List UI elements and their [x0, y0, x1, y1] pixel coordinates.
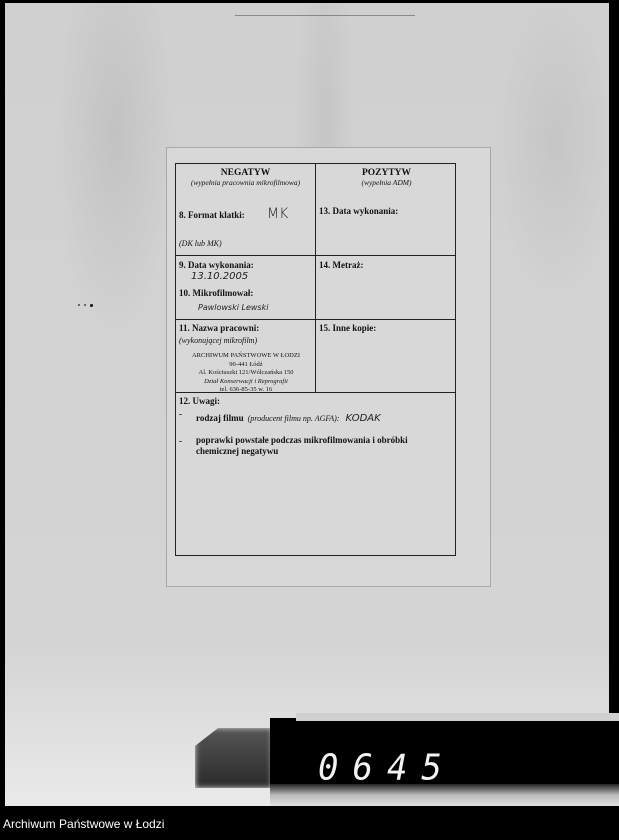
- row-divider-2: [176, 319, 455, 320]
- pozytyw-header: [316, 168, 457, 187]
- stamp-line-3: Al. Kościuszki 121/Wólczańska 150: [198, 369, 294, 376]
- stamp-line-2: 90-441 Łódź: [229, 360, 263, 368]
- field-9-label: 9. Data wykonania:: [179, 260, 254, 270]
- field-12-label: 12. Uwagi:: [179, 396, 220, 406]
- field-15-label: 15. Inne kopie:: [319, 323, 377, 333]
- field-10-label: 10. Mikrofilmował:: [179, 288, 254, 298]
- institution-stamp: [176, 352, 316, 395]
- field-14-label: 14. Metraż:: [319, 260, 364, 270]
- footer-bar: [0, 808, 619, 840]
- dust-dots: [78, 304, 94, 307]
- negatyw-header: [176, 168, 315, 187]
- stamp-line-5: tel. 636-85-35 w. 16: [219, 386, 273, 393]
- top-rule-line: [235, 15, 415, 16]
- footer-archive-label: Archiwum Państwowe w Łodzi: [3, 817, 165, 831]
- uwagi-item-film-type: [196, 408, 381, 426]
- negatyw-subtitle: (wypełnia pracownia mikrofilmowa): [190, 178, 301, 187]
- row-divider-1: [176, 255, 455, 256]
- film-type-label: rodzaj filmu: [196, 413, 244, 423]
- film-type-value: KODAK: [345, 413, 381, 424]
- field-13-label: 13. Data wykonania:: [319, 206, 399, 216]
- bullet-1: -: [179, 409, 182, 419]
- field-9-value: 13.10.2005: [191, 271, 249, 282]
- pozytyw-title: POZYTYW: [361, 168, 412, 178]
- field-8-label: 8. Format klatki:: [179, 210, 245, 220]
- field-8-value: MK: [267, 206, 289, 222]
- field-10-value: Pawlowski Lewski: [198, 303, 269, 312]
- film-edge: [609, 3, 614, 723]
- film-type-hint: (producent filmu np. AGFA):: [247, 414, 340, 423]
- microfilm-form: [175, 163, 456, 556]
- field-11-hint: (wykonującej mikrofilm): [179, 336, 258, 345]
- stamp-line-4: Dział Konserwacji i Reprografii: [204, 377, 288, 385]
- bullet-2: -: [179, 436, 182, 446]
- film-bar-top-edge: [296, 713, 619, 721]
- stamp-line-1: ARCHIWUM PAŃSTWOWE W ŁODZI: [191, 352, 301, 359]
- uwagi-item-corrections-line1: poprawki powstałe podczas mikrofilmowania i obróbki: [196, 435, 408, 445]
- field-11-label: 11. Nazwa pracowni:: [179, 323, 260, 333]
- pozytyw-subtitle: (wypełnia ADM): [361, 178, 412, 187]
- negatyw-title: NEGATYW: [220, 168, 271, 178]
- uwagi-item-corrections-line2: chemicznej negatywu: [196, 446, 279, 456]
- film-shadow: [195, 728, 272, 788]
- frame-counter: 0645: [318, 747, 456, 789]
- field-8-hint: (DK lub MK): [179, 239, 222, 248]
